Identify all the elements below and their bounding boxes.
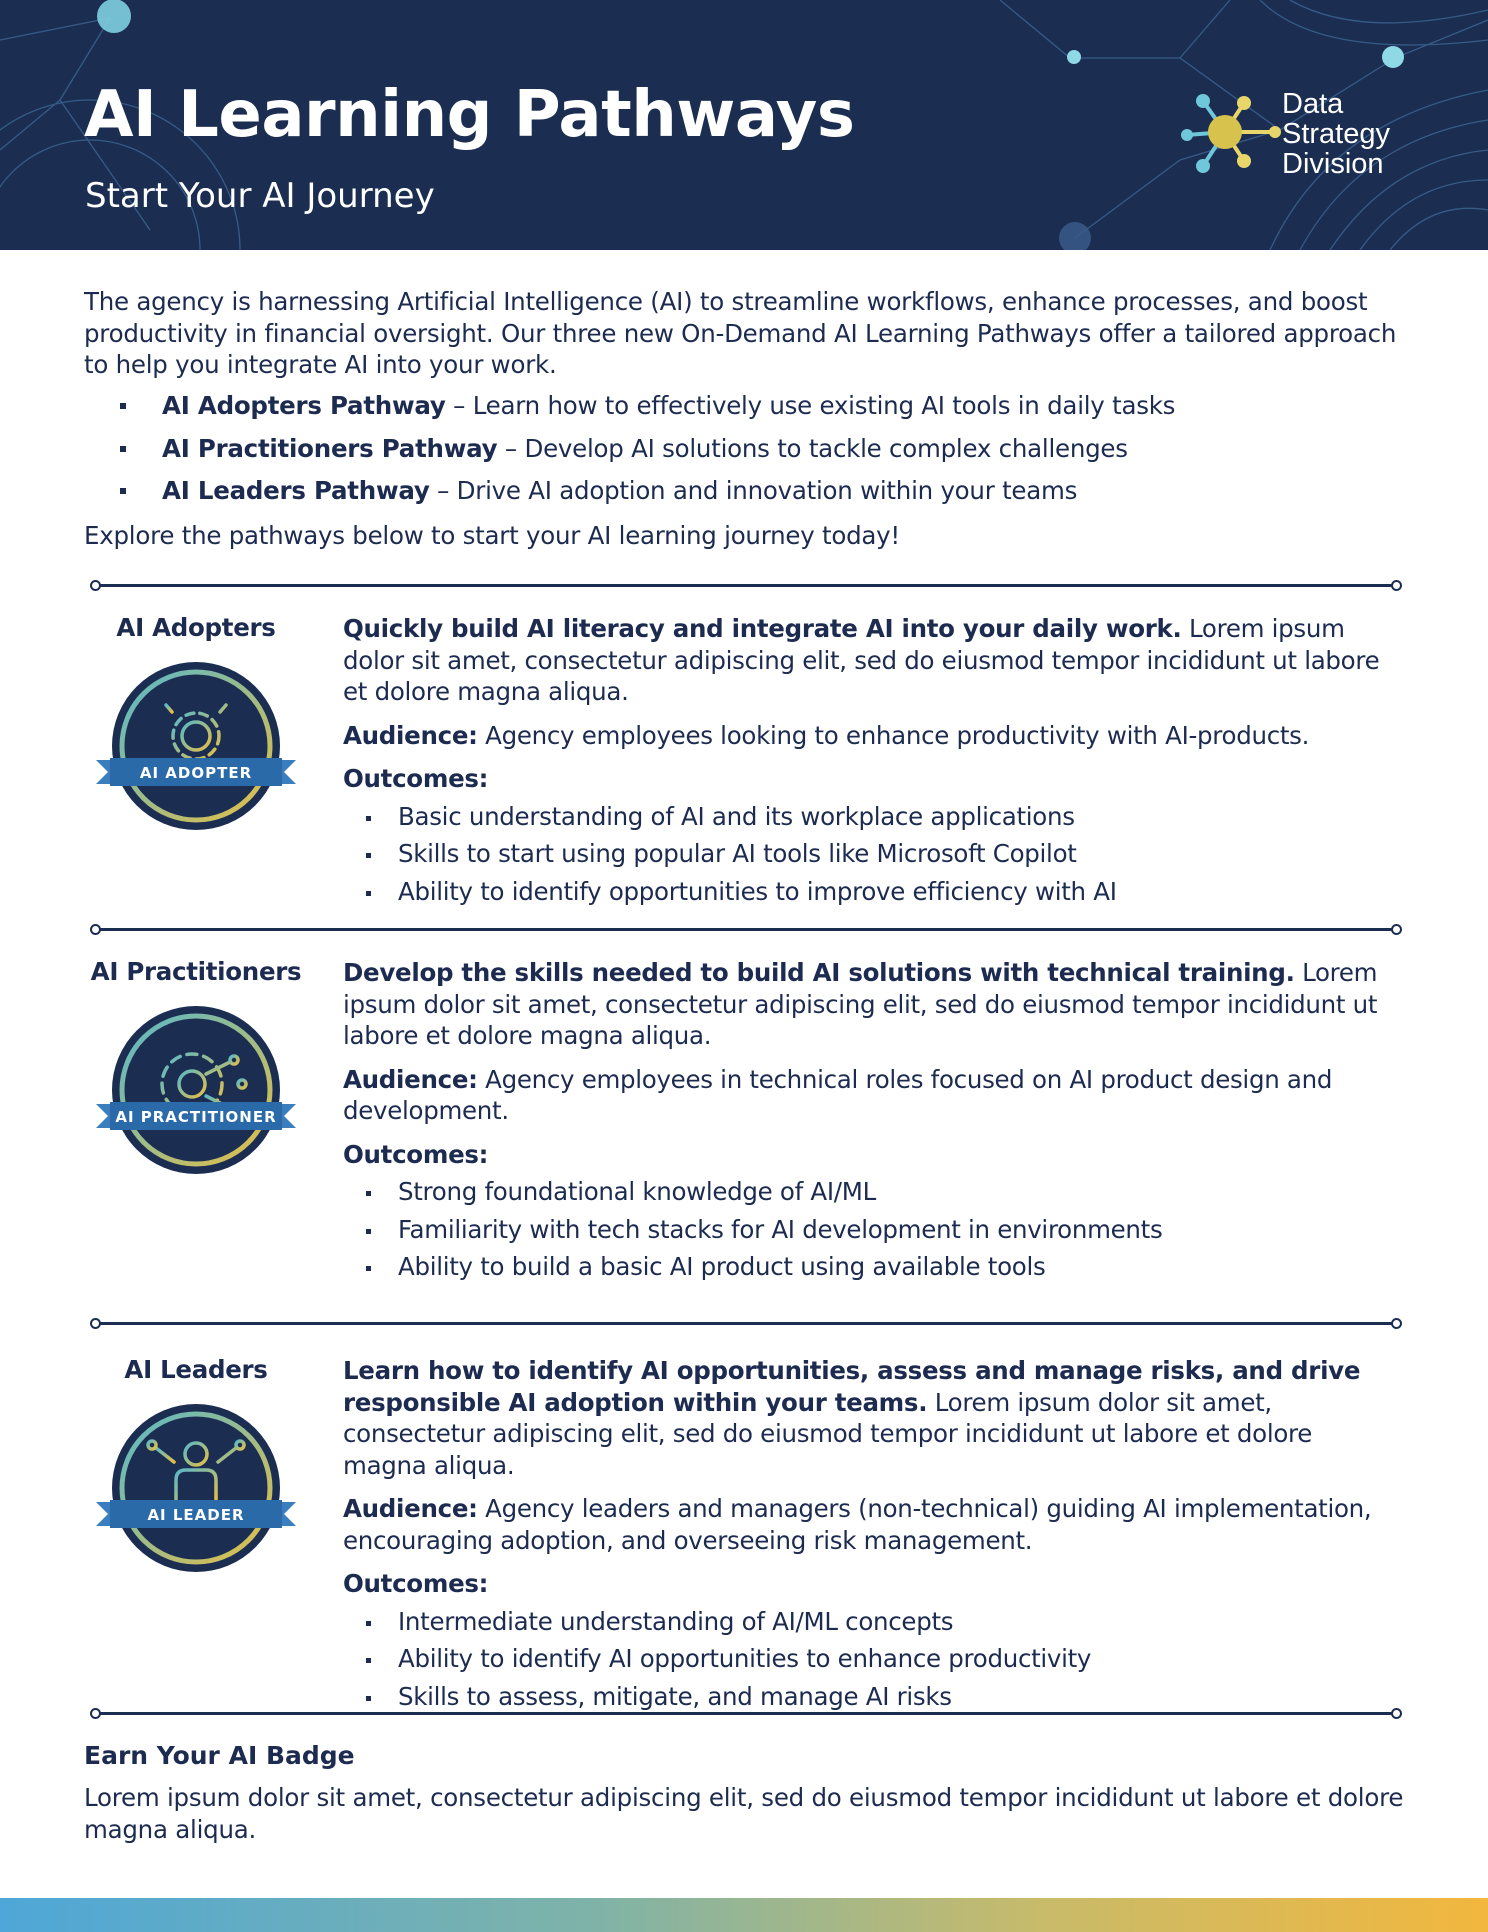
ai-practitioner-badge-icon <box>96 1004 296 1176</box>
badge-label: AI LEADER <box>147 1506 245 1524</box>
header-banner <box>0 0 1488 250</box>
bullet-icon <box>120 403 126 409</box>
intro-paragraph: The agency is harnessing Artificial Intelligence (AI) to streamline workflows, enhance processes, and boost productivity in financial oversight. Our three new On-Demand AI Learning Pathways offer a tailored approach to help you integrate AI into your work. <box>84 287 1397 379</box>
section-divider <box>90 578 1402 592</box>
outcome-text: Basic understanding of AI and its workplace applications <box>398 801 1075 831</box>
outcomes-label: Outcomes: <box>343 1569 489 1598</box>
logo-line-2: Strategy <box>1282 118 1390 150</box>
bullet-icon <box>366 1658 371 1663</box>
bullet-text: – Learn how to effectively use existing AI tools in daily tasks <box>445 391 1176 420</box>
section-body-adopters <box>343 613 1403 913</box>
badge-label: AI PRACTITIONER <box>115 1108 277 1126</box>
bullet-icon <box>366 1621 371 1626</box>
bullet-icon <box>366 1266 371 1271</box>
outcomes-label: Outcomes: <box>343 764 489 793</box>
outcomes-list <box>343 801 1403 914</box>
list-item <box>343 1643 1403 1681</box>
list-item <box>343 1176 1403 1214</box>
page-title: AI Learning Pathways <box>84 78 855 152</box>
list-item <box>343 801 1403 839</box>
logo-line-3: Division <box>1282 148 1384 180</box>
bullet-icon <box>120 488 126 494</box>
outcomes-list <box>343 1176 1403 1289</box>
section-lead: Quickly build AI literacy and integrate AI into your daily work. <box>343 614 1182 643</box>
earn-badge-text: Lorem ipsum dolor sit amet, consectetur adipiscing elit, sed do eiusmod tempor incididunt ut labore et dolore magna aliqua. <box>84 1783 1404 1844</box>
bullet-icon <box>366 1191 371 1196</box>
section-audience <box>343 1064 1403 1127</box>
section-title-adopters: AI Adopters <box>116 613 276 642</box>
ai-adopter-badge-icon <box>96 660 296 832</box>
list-item <box>343 876 1403 914</box>
bullet-text: – Drive AI adoption and innovation within your teams <box>429 476 1078 505</box>
bullet-icon <box>120 446 126 452</box>
logo-line-1: Data <box>1282 88 1344 120</box>
bullet-icon <box>366 891 371 896</box>
section-desc: Lorem ipsum dolor sit amet, consectetur adipiscing elit, sed do eiusmod tempor incididunt ut labore et dolore magna aliqua. <box>343 1387 1313 1480</box>
bullet-label: AI Practitioners Pathway <box>162 433 498 463</box>
section-description <box>343 1355 1403 1481</box>
outcome-text: Ability to identify opportunities to improve efficiency with AI <box>398 876 1117 906</box>
logo-text <box>1282 89 1390 179</box>
bullet-icon <box>366 1696 371 1701</box>
outcome-text: Skills to start using popular AI tools like Microsoft Copilot <box>398 839 1077 868</box>
section-divider <box>90 1316 1402 1330</box>
badge-label: AI ADOPTER <box>139 764 253 782</box>
audience-text: Agency employees looking to enhance productivity with AI-products. <box>477 720 1310 750</box>
section-divider <box>90 922 1402 936</box>
section-lead: Develop the skills needed to build AI solutions with technical training. <box>343 958 1295 987</box>
section-body-leaders <box>343 1355 1403 1718</box>
outcomes-label: Outcomes: <box>343 1139 489 1169</box>
outcome-text: Intermediate understanding of AI/ML concepts <box>398 1606 954 1636</box>
list-item <box>343 1214 1403 1252</box>
section-title-practitioners: AI Practitioners <box>90 957 302 986</box>
section-body-practitioners <box>343 957 1403 1289</box>
section-divider <box>90 1706 1402 1720</box>
outcome-text: Familiarity with tech stacks for AI development in environments <box>398 1214 1163 1244</box>
list-item <box>343 1606 1403 1644</box>
section-audience <box>343 720 1403 752</box>
section-desc: Lorem ipsum dolor sit amet, consectetur adipiscing elit, sed do eiusmod tempor incididunt ut labore et dolore magna aliqua. <box>343 614 1380 706</box>
bullet-label: AI Adopters Pathway <box>162 391 446 420</box>
bullet-icon <box>366 1229 371 1234</box>
bullet-icon <box>366 853 371 858</box>
page-subtitle: Start Your AI Journey <box>85 176 435 216</box>
audience-label: Audience: <box>343 1494 478 1523</box>
section-description <box>343 613 1403 708</box>
audience-label: Audience: <box>343 1064 478 1094</box>
list-item <box>343 838 1403 876</box>
intro-closing: Explore the pathways below to start your AI learning journey today! <box>84 521 900 550</box>
section-audience <box>343 1493 1403 1556</box>
ai-leader-badge-icon <box>96 1402 296 1574</box>
bullet-label: AI Leaders Pathway <box>162 476 430 505</box>
outcome-text: Strong foundational knowledge of AI/ML <box>398 1177 876 1206</box>
footer-gradient-bar <box>0 1898 1488 1932</box>
section-lead: Learn how to identify AI opportunities, assess and manage risks, and drive responsible AI adoption within your teams. <box>343 1356 1361 1417</box>
outcome-text: Ability to identify AI opportunities to enhance productivity <box>398 1644 1092 1673</box>
audience-text: Agency employees in technical roles focused on AI product design and development. <box>343 1064 1333 1125</box>
bullet-text: – Develop AI solutions to tackle complex challenges <box>497 433 1128 463</box>
earn-badge-heading: Earn Your AI Badge <box>84 1741 355 1770</box>
audience-text: Agency leaders and managers (non-technical) guiding AI implementation, encouraging adoption, and overseeing risk management. <box>343 1494 1372 1555</box>
audience-label: Audience: <box>343 720 478 750</box>
section-title-leaders: AI Leaders <box>124 1355 268 1384</box>
outcomes-list <box>343 1606 1403 1719</box>
section-desc: Lorem ipsum dolor sit amet, consectetur adipiscing elit, sed do eiusmod tempor incididunt ut labore et dolore magna aliqua. <box>343 958 1378 1050</box>
outcome-text: Skills to assess, mitigate, and manage AI risks <box>398 1681 952 1711</box>
bullet-icon <box>366 816 371 821</box>
section-description <box>343 957 1403 1052</box>
outcome-text: Ability to build a basic AI product using available tools <box>398 1252 1046 1281</box>
list-item <box>343 1251 1403 1289</box>
